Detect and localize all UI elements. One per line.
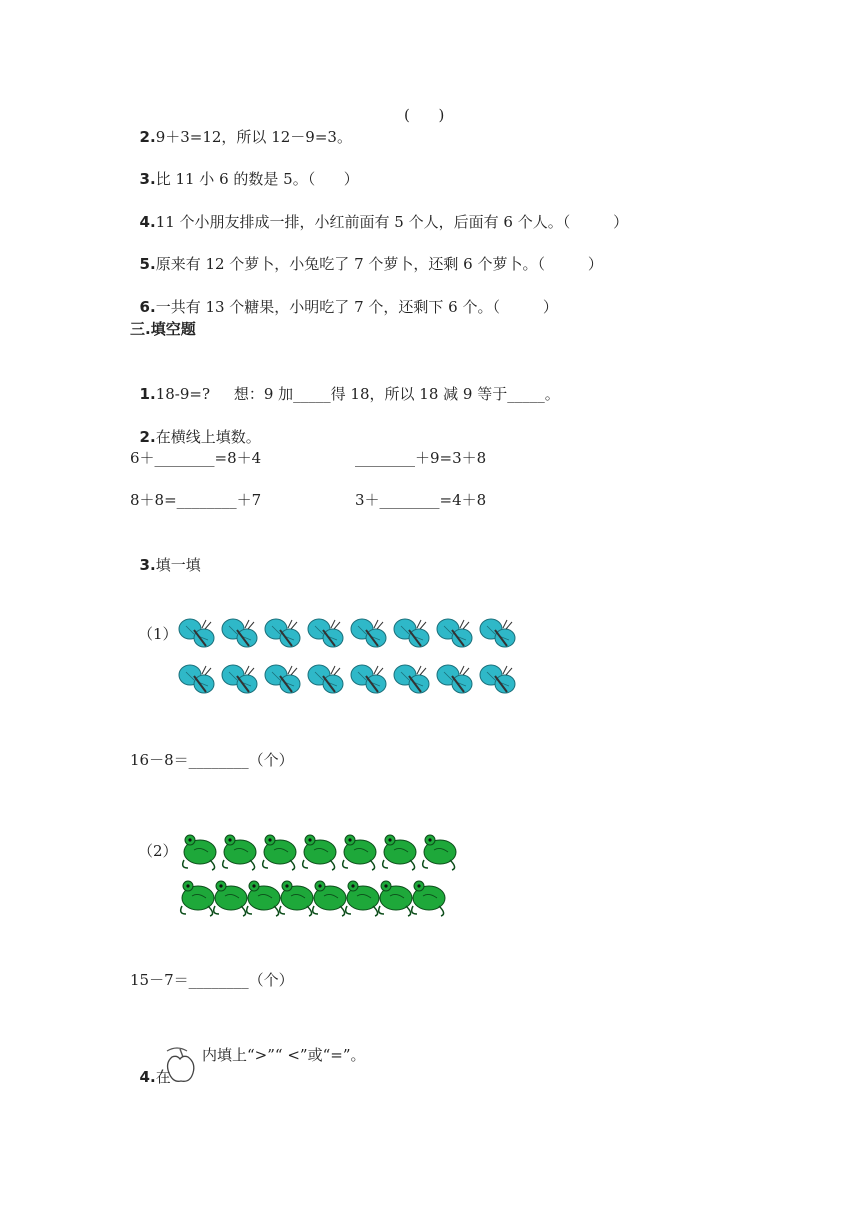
- question-number: 3.: [139, 170, 156, 188]
- butterfly-icon: [308, 619, 343, 647]
- frog-icon: [379, 881, 412, 916]
- question-text: 一共有 13 个糖果，小明吃了 7 个，还剩下 6 个。（ ）: [155, 298, 558, 316]
- part2-equation: 15－7＝________（个）: [130, 971, 294, 989]
- frog-icon: [214, 881, 247, 916]
- question-text-after: 内填上“>”“ <”或“=”。: [202, 1046, 366, 1064]
- judge-q5: [130, 231, 603, 275]
- question-number: 6.: [139, 298, 156, 316]
- fill-q1: [130, 361, 560, 405]
- frog-icon: [263, 835, 296, 870]
- frog-icon: [280, 881, 313, 916]
- butterfly-icon: [394, 665, 429, 693]
- question-number: 5.: [139, 255, 156, 273]
- butterfly-icon: [480, 619, 515, 647]
- butterfly-icon: [265, 619, 300, 647]
- butterfly-icon: [437, 619, 472, 647]
- frog-icon: [412, 881, 445, 916]
- judge-q3: [130, 146, 359, 190]
- question-text-before: 在: [155, 1068, 171, 1086]
- equation-b: ________＋9=3＋8: [355, 449, 487, 467]
- butterfly-picture: [174, 612, 516, 704]
- question-text: 在横线上填数。: [155, 428, 261, 446]
- fill-q2: [130, 404, 261, 448]
- frog-icon: [181, 881, 214, 916]
- butterfly-icon: [222, 665, 257, 693]
- answer-parentheses: ( ): [404, 106, 445, 124]
- question-text: 比 11 小 6 的数是 5。（ ）: [155, 170, 359, 188]
- part2-label: （2）: [138, 842, 178, 860]
- apple-icon: [163, 1043, 197, 1085]
- part1-label: （1）: [138, 625, 178, 643]
- frog-icon: [343, 835, 376, 870]
- fill-q3: [130, 532, 201, 576]
- butterfly-icon: [179, 665, 214, 693]
- frog-group: [174, 826, 476, 924]
- butterfly-icon: [308, 665, 343, 693]
- question-text: 原来有 12 个萝卜，小兔吃了 7 个萝卜，还剩 6 个萝卜。（ ）: [155, 255, 603, 273]
- equation-c: 8＋8=________＋7: [130, 491, 262, 509]
- part1-equation: 16－8＝________（个）: [130, 751, 294, 769]
- butterfly-icon: [179, 619, 214, 647]
- equation-d: 3＋________=4＋8: [355, 491, 487, 509]
- frog-icon: [346, 881, 379, 916]
- equation-a: 6＋________=8＋4: [130, 449, 262, 467]
- frog-icon: [313, 881, 346, 916]
- frog-icon: [423, 835, 456, 870]
- butterfly-icon: [351, 619, 386, 647]
- question-text: 9＋3=12，所以 12－9=3。: [155, 128, 352, 146]
- judge-q4: [130, 189, 628, 233]
- question-number: 3.: [139, 556, 156, 574]
- question-number: 2.: [139, 128, 156, 146]
- question-number: 2.: [139, 428, 156, 446]
- butterfly-icon: [437, 665, 472, 693]
- butterfly-icon: [394, 619, 429, 647]
- question-number: 4.: [139, 213, 156, 231]
- butterfly-icon: [265, 665, 300, 693]
- frog-icon: [247, 881, 280, 916]
- section-title: 三.填空题: [130, 320, 196, 338]
- butterfly-icon: [480, 665, 515, 693]
- butterfly-icon: [351, 665, 386, 693]
- question-text: 11 个小朋友排成一排，小红前面有 5 个人，后面有 6 个人。（ ）: [155, 213, 629, 231]
- question-number: 4.: [139, 1068, 156, 1086]
- frog-icon: [183, 835, 216, 870]
- frog-icon: [223, 835, 256, 870]
- question-number: 1.: [139, 385, 156, 403]
- judge-q2: [130, 104, 352, 148]
- question-text: 18-9=? 想：9 加_____得 18，所以 18 减 9 等于_____。: [155, 385, 560, 403]
- frog-picture: [174, 826, 476, 924]
- butterfly-icon: [222, 619, 257, 647]
- judge-q6: [130, 274, 558, 318]
- frog-icon: [303, 835, 336, 870]
- butterfly-group: [174, 612, 516, 704]
- frog-icon: [383, 835, 416, 870]
- question-text: 填一填: [155, 556, 201, 574]
